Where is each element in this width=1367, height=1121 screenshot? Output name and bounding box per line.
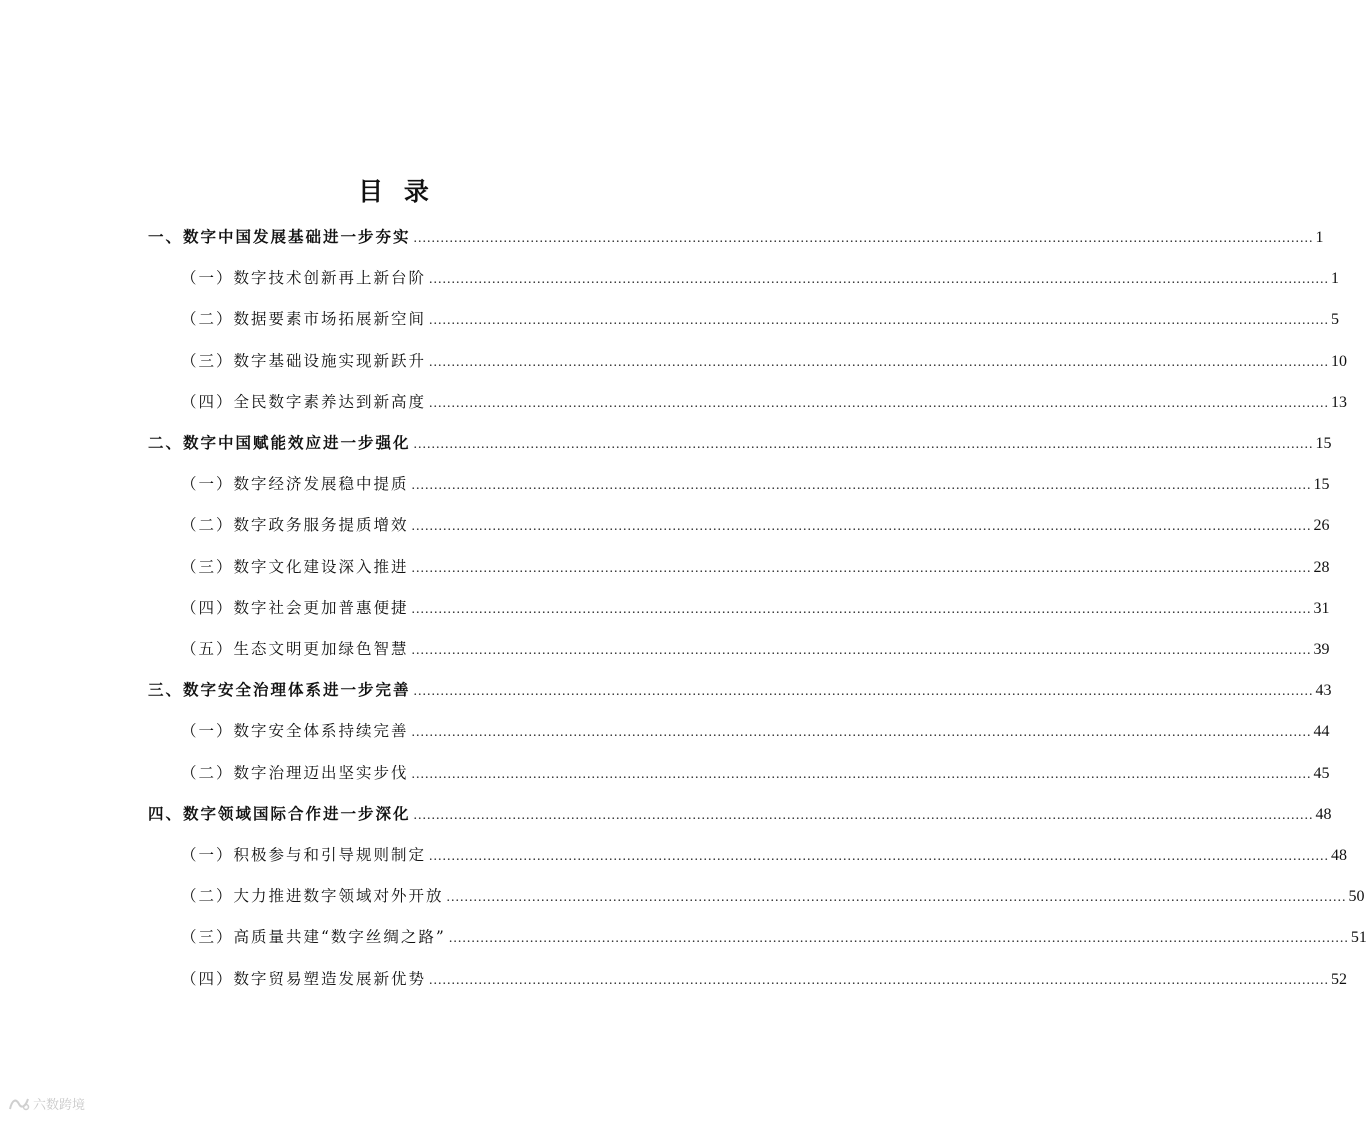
toc-chapter-number: 三、 — [148, 681, 184, 700]
toc-section-title: （二）大力推进数字领域对外开放 — [181, 887, 444, 906]
toc-dot-leader: ........................................................................................................................................................................................................ — [429, 354, 1330, 370]
toc-section-row[interactable] — [181, 347, 1348, 375]
toc-chapter-title: 数字领域国际合作进一步深化 — [183, 804, 411, 823]
toc-page-number: 51 — [1350, 929, 1367, 947]
toc-section-title: （一）数字经济发展稳中提质 — [181, 475, 409, 494]
toc-dot-leader: ........................................................................................................................................................................................................ — [411, 766, 1312, 782]
toc-chapter-number: 一、 — [148, 228, 184, 246]
toc-dot-leader: ........................................................................................................................................................................................................ — [411, 643, 1312, 658]
toc-dot-leader: ........................................................................................................................................................................................................ — [411, 601, 1312, 617]
toc-page-number: 1 — [1315, 229, 1324, 246]
toc-page-number: 43 — [1315, 682, 1332, 700]
toc-dot-leader: ........................................................................................................................................................................................................ — [429, 849, 1330, 864]
toc-chapter-row[interactable] — [148, 676, 1332, 704]
toc-chapter-number: 四、 — [148, 804, 184, 823]
toc-section-row[interactable] — [181, 841, 1348, 869]
toc-dot-leader: ........................................................................................................................................................................................................ — [413, 807, 1314, 823]
toc-section-row[interactable] — [181, 305, 1340, 333]
toc-page-number: 15 — [1313, 476, 1330, 494]
toc-section-row[interactable] — [181, 882, 1365, 910]
toc-dot-leader: ........................................................................................................................................................................................................ — [429, 972, 1330, 988]
toc-dot-leader: ........................................................................................................................................................................................................ — [413, 231, 1314, 246]
toc-section-row[interactable] — [181, 717, 1330, 745]
toc-section-title: （二）数据要素市场拓展新空间 — [181, 310, 427, 329]
toc-page-number: 48 — [1331, 847, 1348, 864]
toc-chapter-row[interactable] — [148, 223, 1324, 251]
toc-page-number: 10 — [1331, 352, 1348, 370]
toc-chapter-row[interactable] — [148, 800, 1332, 828]
watermark-text: 六数跨境 — [33, 1098, 86, 1113]
toc-section-row[interactable] — [181, 759, 1330, 787]
toc-page-number: 1 — [1331, 270, 1340, 288]
toc-section-row[interactable] — [181, 553, 1330, 581]
toc-page-number: 45 — [1313, 764, 1330, 782]
toc-dot-leader: ........................................................................................................................................................................................................ — [411, 519, 1312, 535]
toc-section-title: （一）数字技术创新再上新台阶 — [181, 269, 427, 288]
toc-section-title: （四）全民数字素养达到新高度 — [181, 392, 427, 411]
brand-logo-icon — [8, 1096, 30, 1112]
toc-page-number: 44 — [1313, 723, 1330, 741]
toc-section-title: （二）数字政务服务提质增效 — [181, 516, 409, 535]
toc-section-row[interactable] — [181, 470, 1330, 498]
toc-section-title: （三）数字文化建设深入推进 — [181, 557, 409, 576]
toc-page-number: 26 — [1313, 517, 1330, 535]
toc-section-row[interactable] — [181, 594, 1330, 622]
toc-chapter-row[interactable] — [148, 429, 1332, 457]
toc-page-number: 15 — [1315, 435, 1332, 452]
toc-section-title: （四）数字社会更加普惠便捷 — [181, 598, 409, 617]
toc-dot-leader: ........................................................................................................................................................................................................ — [429, 313, 1330, 329]
toc-chapter-title: 数字中国赋能效应进一步强化 — [183, 434, 411, 452]
toc-section-row[interactable] — [181, 511, 1330, 539]
toc-dot-leader: ........................................................................................................................................................................................................ — [429, 395, 1330, 411]
toc-page-number: 50 — [1348, 888, 1365, 906]
toc-section-title: （四）数字贸易塑造发展新优势 — [181, 969, 427, 988]
toc-chapter-title: 数字中国发展基础进一步夯实 — [183, 228, 411, 246]
toc-dot-leader: ........................................................................................................................................................................................................ — [411, 725, 1312, 741]
toc-page-number: 13 — [1331, 393, 1348, 411]
toc-dot-leader: ........................................................................................................................................................................................................ — [446, 890, 1347, 906]
toc-section-row[interactable] — [181, 965, 1348, 993]
toc-dot-leader: ........................................................................................................................................................................................................ — [411, 560, 1312, 576]
toc-section-title: （二）数字治理迈出坚实步伐 — [181, 763, 409, 782]
toc-dot-leader: ........................................................................................................................................................................................................ — [411, 478, 1312, 494]
toc-section-title: （一）数字安全体系持续完善 — [181, 722, 409, 741]
toc-section-title: （三）数字基础设施实现新跃升 — [181, 351, 427, 370]
toc-chapter-number: 二、 — [148, 434, 184, 452]
toc-dot-leader: ........................................................................................................................................................................................................ — [413, 684, 1314, 700]
toc-page-number: 52 — [1331, 970, 1348, 988]
watermark — [8, 1094, 85, 1113]
toc-section-title: （三）高质量共建“数字丝绸之路” — [181, 928, 446, 947]
toc-page-number: 5 — [1331, 311, 1340, 329]
page-title: 目 录 — [358, 177, 435, 206]
toc-section-title: （一）积极参与和引导规则制定 — [181, 846, 427, 864]
toc-page-number: 48 — [1315, 805, 1332, 823]
toc-dot-leader: ........................................................................................................................................................................................................ — [429, 272, 1330, 288]
toc-section-row[interactable] — [181, 264, 1340, 292]
toc-section-row[interactable] — [181, 635, 1330, 663]
toc-dot-leader: ........................................................................................................................................................................................................ — [448, 931, 1349, 947]
toc-page-number: 39 — [1313, 641, 1330, 658]
toc-chapter-title: 数字安全治理体系进一步完善 — [183, 681, 411, 700]
toc-page-number: 31 — [1313, 599, 1330, 617]
toc-dot-leader: ........................................................................................................................................................................................................ — [413, 437, 1314, 452]
toc-section-row[interactable] — [181, 388, 1348, 416]
toc-section-row[interactable] — [181, 923, 1367, 951]
toc-section-title: （五）生态文明更加绿色智慧 — [181, 640, 409, 658]
toc-page-number: 28 — [1313, 558, 1330, 576]
